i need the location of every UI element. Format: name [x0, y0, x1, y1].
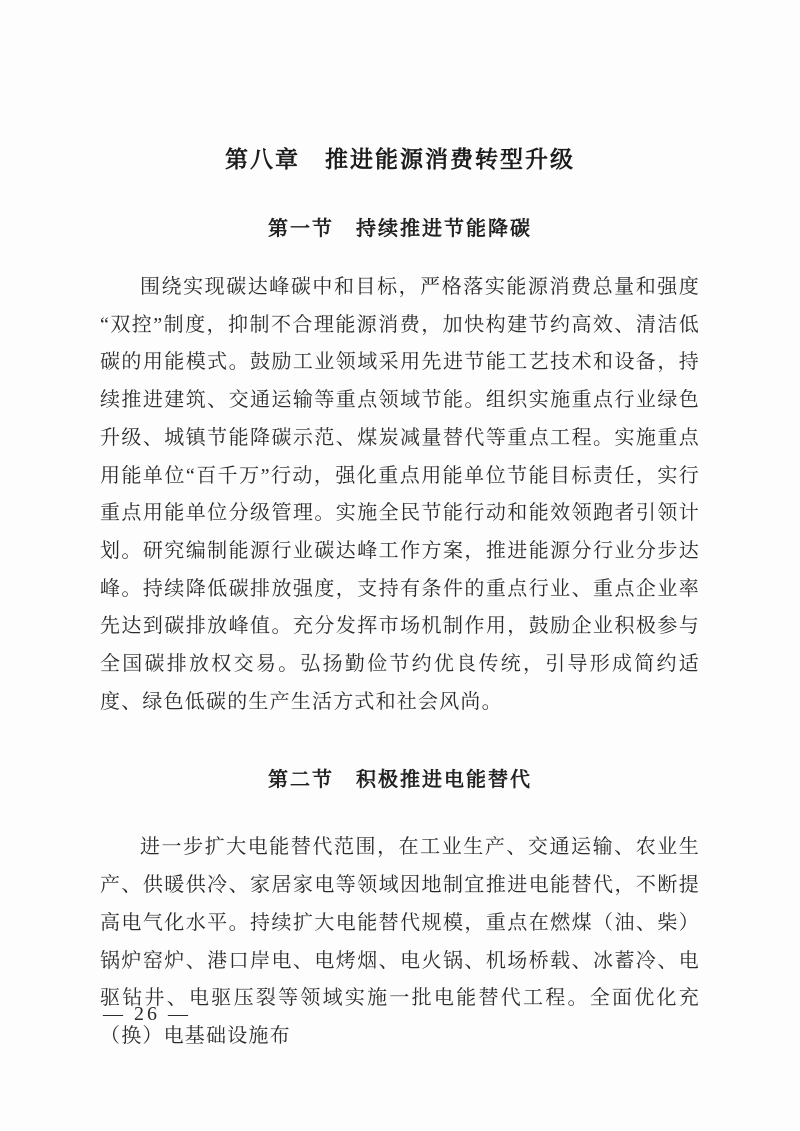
section-heading-1: 第一节 持续推进节能降碳: [268, 218, 532, 240]
section-2-paragraph: 进一步扩大电能替代范围，在工业生产、交通运输、农业生产、供暖供冷、家居家电等领域因地制宜推进电能替代，不断提高电气化水平。持续扩大电能替代规模，重点在燃煤（油、柴）锅炉窑炉、港口岸电、电烤烟、电火锅、机场桥载、冰蓄冷、电驱钻井、电驱压裂等领域实施一批电能替代工程。全面优化充（换）电基础设施布: [100, 836, 700, 1047]
page-number: — 26 —: [103, 1003, 191, 1025]
chapter-heading: 第八章 推进能源消费转型升级: [225, 146, 575, 172]
section-heading-2: 第二节 积极推进电能替代: [268, 769, 532, 792]
section-1-paragraph: 围绕实现碳达峰碳中和目标，严格落实能源消费总量和强度“双控”制度，抑制不合理能源消费，加快构建节约高效、清洁低碳的用能模式。鼓励工业领域采用先进节能工艺技术和设备，持续推进建筑、交通运输等重点领域节能。组织实施重点行业绿色升级、城镇节能降碳示范、煤炭减量替代等重点工程。实施重点用能单位“百千万”行动，强化重点用能单位节能目标责任，实行重点用能单位分级管理。实施全民节能行动和能效领跑者引领计划。研究编制能源行业碳达峰工作方案，推进能源分行业分步达峰。持续降低碳排放强度，支持有条件的重点行业、重点企业率先达到碳排放峰值。充分发挥市场机制作用，鼓励企业积极参与全国碳排放权交易。弘扬勤俭节约优良传统，引导形成简约适度、绿色低碳的生产生活方式和社会风尚。: [100, 276, 700, 713]
